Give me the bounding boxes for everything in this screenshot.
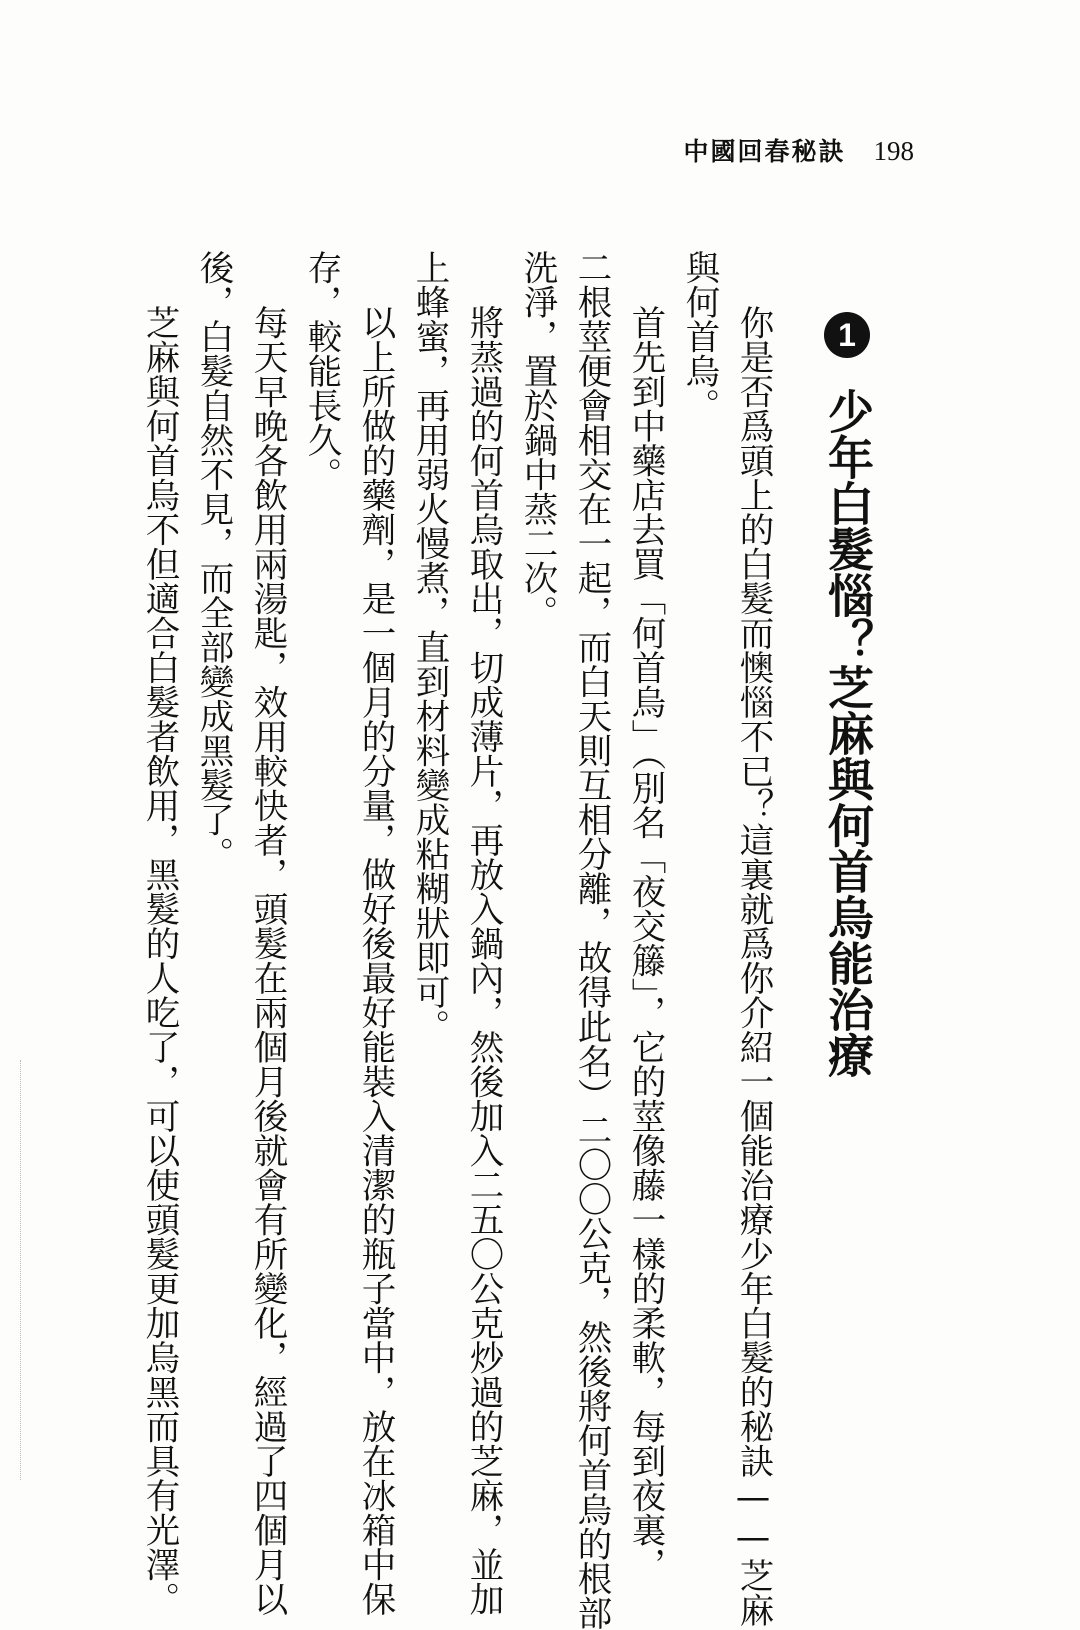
paragraph-line: 你是否爲頭上的白髮而懊惱不已？這裏就爲你介紹一個能治療少年白髮的秘訣——芝麻 (733, 305, 773, 1627)
page-number: 198 (873, 136, 914, 166)
paragraph-line: 芝麻與何首烏不但適合白髮者飲用，黑髮的人吃了，可以使頭髮更加烏黑而具有光澤。 (139, 305, 179, 1616)
section-number-badge: 1 (824, 312, 870, 358)
paragraph-line: 與何首烏。 (679, 250, 719, 423)
paragraph-line: 將蒸過的何首烏取出，切成薄片，再放入鍋內，然後加入二五〇公克炒過的芝麻，並加 (463, 305, 503, 1616)
paragraph-line: 上蜂蜜，再用弱火慢煮，直到材料變成粘糊狀即可。 (409, 250, 449, 1044)
paragraph-line: 後，白髮自然不見，而全部變成黑髮了。 (193, 250, 233, 871)
section-title: 少年白髮惱？芝麻與何首烏能治療 (821, 388, 875, 1078)
paragraph-line: 存，較能長久。 (301, 250, 341, 492)
section-heading (818, 312, 878, 1372)
scan-margin-line (20, 1060, 22, 1480)
paragraph-line: 洗淨，置於鍋中蒸二次。 (517, 250, 557, 630)
paragraph-line: 每天早晚各飲用兩湯匙，效用較快者，頭髮在兩個月後就會有所變化，經過了四個月以 (247, 305, 287, 1616)
paragraph-line: 首先到中藥店去買「何首烏」（別名「夜交籐」，它的莖像藤一樣的柔軟，每到夜裏， (625, 305, 665, 1582)
paragraph-line: 二根莖便會相交在一起，而白天則互相分離，故得此名）二〇〇公克，然後將何首烏的根部 (571, 250, 611, 1630)
book-title: 中國回春秘訣 (683, 137, 846, 166)
paragraph-line: 以上所做的藥劑，是一個月的分量，做好後最好能裝入清潔的瓶子當中，放在冰箱中保 (355, 305, 395, 1616)
running-header (683, 132, 914, 168)
